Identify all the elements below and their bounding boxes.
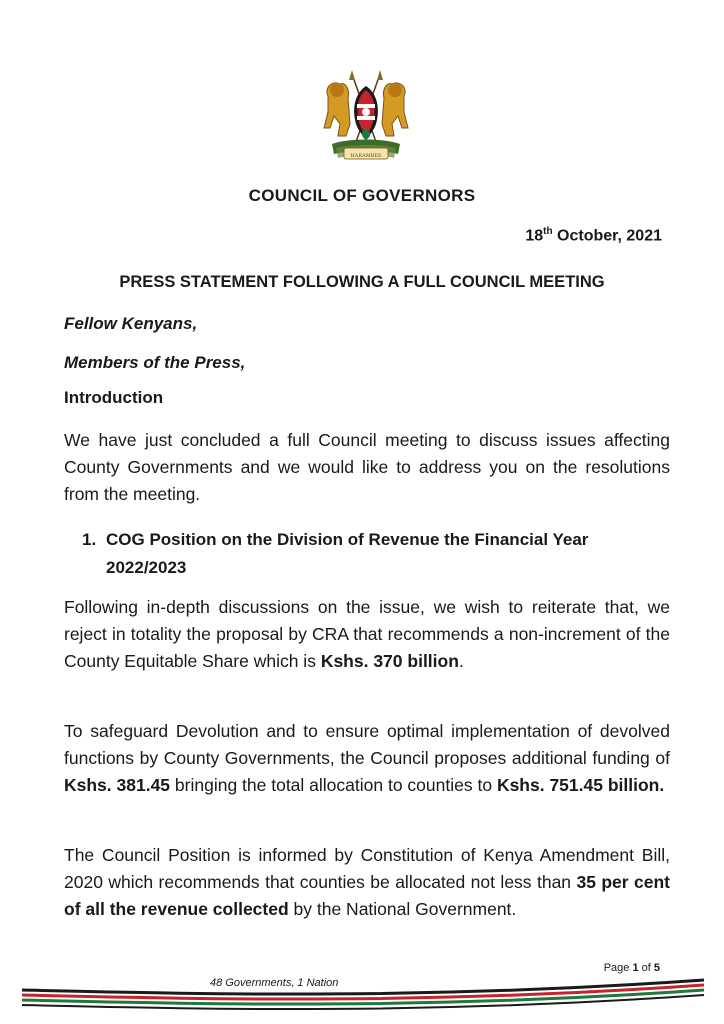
statement-date [525,226,662,245]
para-text: bringing the total allocation to counties to [170,775,497,795]
date-day: 18 [525,227,544,245]
crest-motto: HARAMBEE [350,153,382,159]
page-label: Page [603,962,633,974]
para-text: The Council Position is informed by Constitution of Kenya Amendment Bill, 2020 which recommends that counties be allocated not less than [64,845,670,892]
date-suffix: th [543,226,553,237]
total-allocation-amount: Kshs. 751.45 billion. [496,775,665,795]
additional-funding-amount: Kshs. 381.45 [64,775,171,795]
organization-title: COUNCIL OF GOVERNORS [248,186,476,205]
salutation-press: Members of the Press, [64,353,246,372]
rejection-paragraph [64,594,670,675]
section-1-heading [82,526,672,582]
revenue-share-highlight: 35 per cent of all the revenue collected [64,872,670,919]
section-number: 1. [82,530,97,549]
footer-motto: 48 Governments, 1 Nation [210,977,339,989]
introduction-paragraph: We have just concluded a full Council meeting to discuss issues affecting County Governments and we would like to address you on the resolutions from the meeting. [64,430,670,504]
para-end: . [458,651,464,671]
press-statement-heading: PRESS STATEMENT FOLLOWING A FULL COUNCIL MEETING [119,273,605,291]
page-total: 5 [653,962,660,974]
page-of: of [638,962,654,974]
salutation-kenyans: Fellow Kenyans, [64,314,198,333]
para-text: To safeguard Devolution and to ensure optimal implementation of devolved functions by County Governments, the Council proposes additional funding of [64,721,670,768]
para-text: by the National Government. [288,899,517,919]
equitable-share-amount: Kshs. 370 billion [320,651,459,671]
funding-proposal-paragraph [64,718,670,799]
footer-flag-stripes [0,968,724,1024]
date-month-year: October, 2021 [552,227,662,245]
council-position-paragraph [64,842,670,923]
section-title: COG Position on the Division of Revenue the Financial Year 2022/2023 [106,530,589,577]
para-text: Following in-depth discussions on the issue, we wish to reiterate that, we reject in totality the proposal by CRA that recommends a non-increment of the County Equitable Share which is [64,597,670,671]
introduction-heading: Introduction [64,388,164,407]
page-current: 1 [632,962,639,974]
